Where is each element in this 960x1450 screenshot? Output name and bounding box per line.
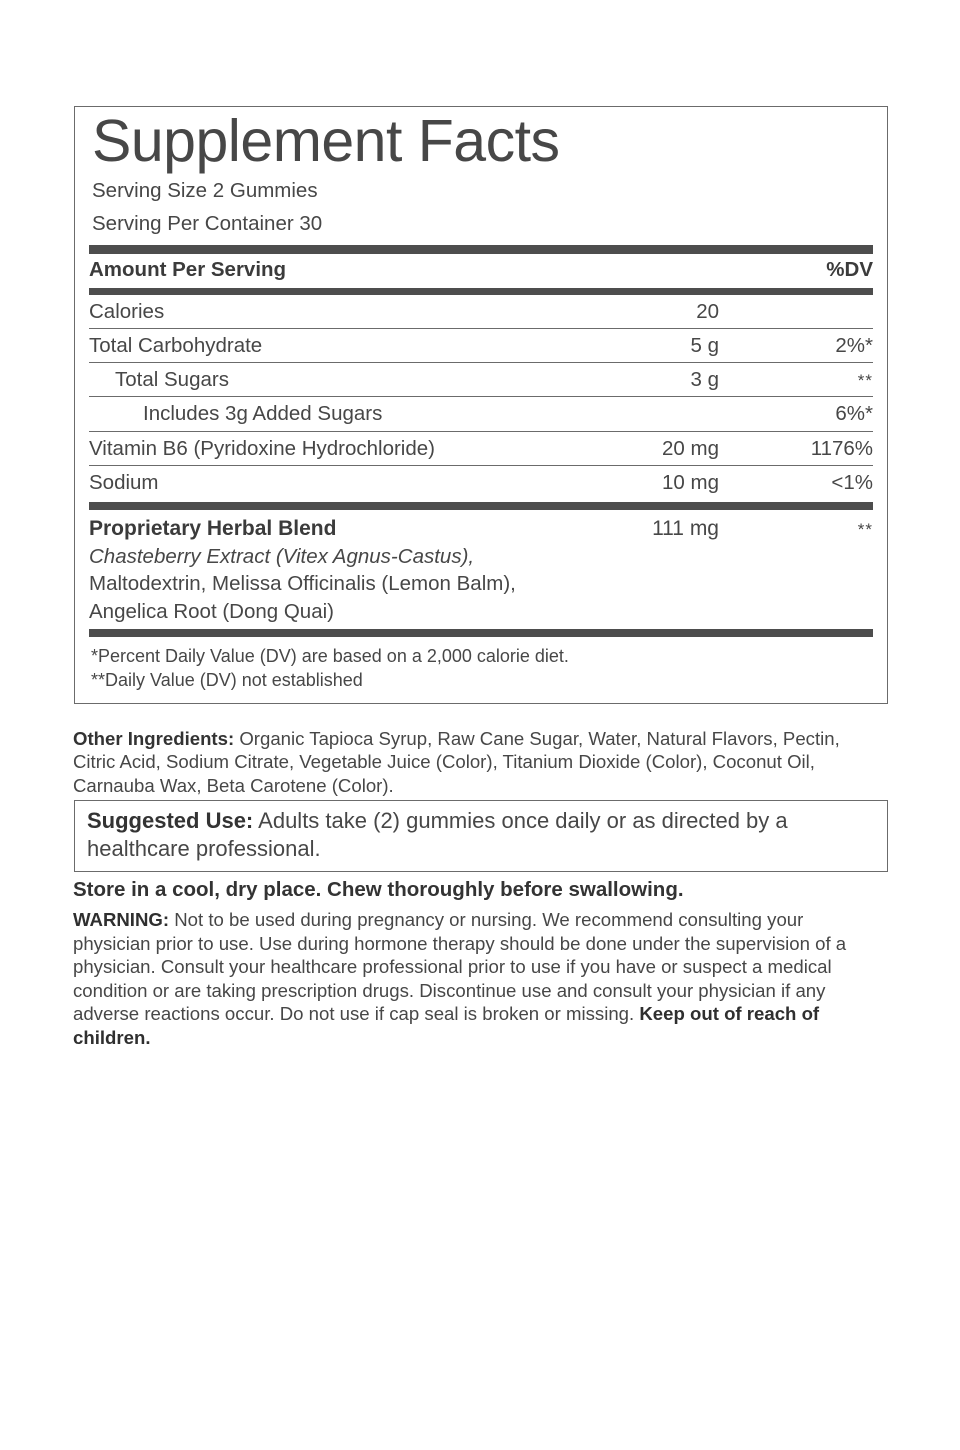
table-row xyxy=(89,363,873,397)
blend-ingredient-line-1: Chasteberry Extract (Vitex Agnus-Castus), xyxy=(89,545,475,569)
nutrient-amount: 10 mg xyxy=(662,470,719,494)
serving-size-text: Serving Size 2 Gummies xyxy=(92,178,318,202)
divider-bar-blend-bottom xyxy=(89,629,873,637)
daily-value-header-label: %DV xyxy=(826,257,873,281)
divider-bar-header xyxy=(89,288,873,295)
nutrient-amount: 20 xyxy=(696,299,719,323)
nutrient-name: Sodium xyxy=(89,470,159,494)
table-row xyxy=(89,432,873,466)
nutrient-daily-value: <1% xyxy=(831,470,873,494)
table-row xyxy=(89,397,873,431)
nutrient-name: Calories xyxy=(89,299,165,323)
nutrient-amount: 5 g xyxy=(690,334,719,358)
proprietary-blend-amount: 111 mg xyxy=(652,517,719,541)
nutrient-rows xyxy=(89,295,873,499)
nutrient-name: Includes 3g Added Sugars xyxy=(143,402,383,426)
supplement-facts-panel xyxy=(74,106,888,704)
amount-per-serving-label: Amount Per Serving xyxy=(89,257,287,281)
other-ingredients-label: Other Ingredients: xyxy=(73,728,235,749)
nutrient-daily-value: ** xyxy=(857,371,873,391)
other-ingredients-text: Organic Tapioca Syrup, Raw Cane Sugar, Water, Natural Flavors, Pectin, Citric Acid, Sodium Citrate, Vegetable Juice (Color), Titanium Dioxide (Color), Coconut Oil, Carnauba Wax, Beta Carotene (Color). xyxy=(73,728,840,796)
table-row xyxy=(89,466,873,499)
other-ingredients-block xyxy=(73,727,885,797)
panel-title: Supplement Facts xyxy=(92,108,560,174)
warning-label: WARNING: xyxy=(73,909,170,930)
blend-ingredient-line-3: Angelica Root (Dong Quai) xyxy=(89,599,334,623)
servings-per-container-text: Serving Per Container 30 xyxy=(92,211,323,235)
suggested-use-text: Adults take (2) gummies once daily or as directed by a healthcare professional. xyxy=(87,808,788,862)
nutrient-amount: 3 g xyxy=(690,368,719,392)
footnote-percent-daily-value: *Percent Daily Value (DV) are based on a 2,000 calorie diet. xyxy=(91,645,569,666)
nutrient-name: Total Carbohydrate xyxy=(89,334,263,358)
amount-per-serving-header-row xyxy=(89,254,873,286)
nutrient-daily-value: 2%* xyxy=(835,334,873,358)
warning-block xyxy=(73,908,885,1049)
nutrient-daily-value: 6%* xyxy=(835,402,873,426)
table-row xyxy=(89,329,873,363)
nutrient-amount: 20 mg xyxy=(662,436,719,460)
suggested-use-label: Suggested Use: xyxy=(87,808,254,833)
proprietary-blend-ingredients xyxy=(89,541,873,625)
proprietary-blend-row xyxy=(89,510,873,541)
footnote-dv-not-established: **Daily Value (DV) not established xyxy=(91,669,363,690)
divider-bar-top xyxy=(89,245,873,254)
proprietary-blend-name: Proprietary Herbal Blend xyxy=(89,517,337,541)
table-row xyxy=(89,295,873,329)
warning-emphasis: Keep out of reach of children. xyxy=(73,1003,820,1048)
warning-body: Not to be used during pregnancy or nursing. We recommend consulting your physician prior to use. Use during hormone therapy should be done under the supervision of a physician. Consult your healthcare professional prior to use if you have or suspect a medical condition or are taking prescription drugs. Discontinue use and consult your physician if any adverse reactions occur. Do not use if cap seal is broken or missing. xyxy=(73,909,847,1025)
divider-bar-blend-top xyxy=(89,502,873,510)
footnotes xyxy=(89,637,873,693)
storage-instructions: Store in a cool, dry place. Chew thoroughly before swallowing. xyxy=(73,878,684,901)
nutrient-daily-value: 1176% xyxy=(810,436,873,460)
nutrient-name: Total Sugars xyxy=(115,368,229,392)
nutrient-name: Vitamin B6 (Pyridoxine Hydrochloride) xyxy=(89,436,435,460)
blend-ingredient-line-2: Maltodextrin, Melissa Officinalis (Lemon Balm), xyxy=(89,572,516,596)
proprietary-blend-daily-value: ** xyxy=(857,520,873,540)
suggested-use-box xyxy=(74,800,888,872)
